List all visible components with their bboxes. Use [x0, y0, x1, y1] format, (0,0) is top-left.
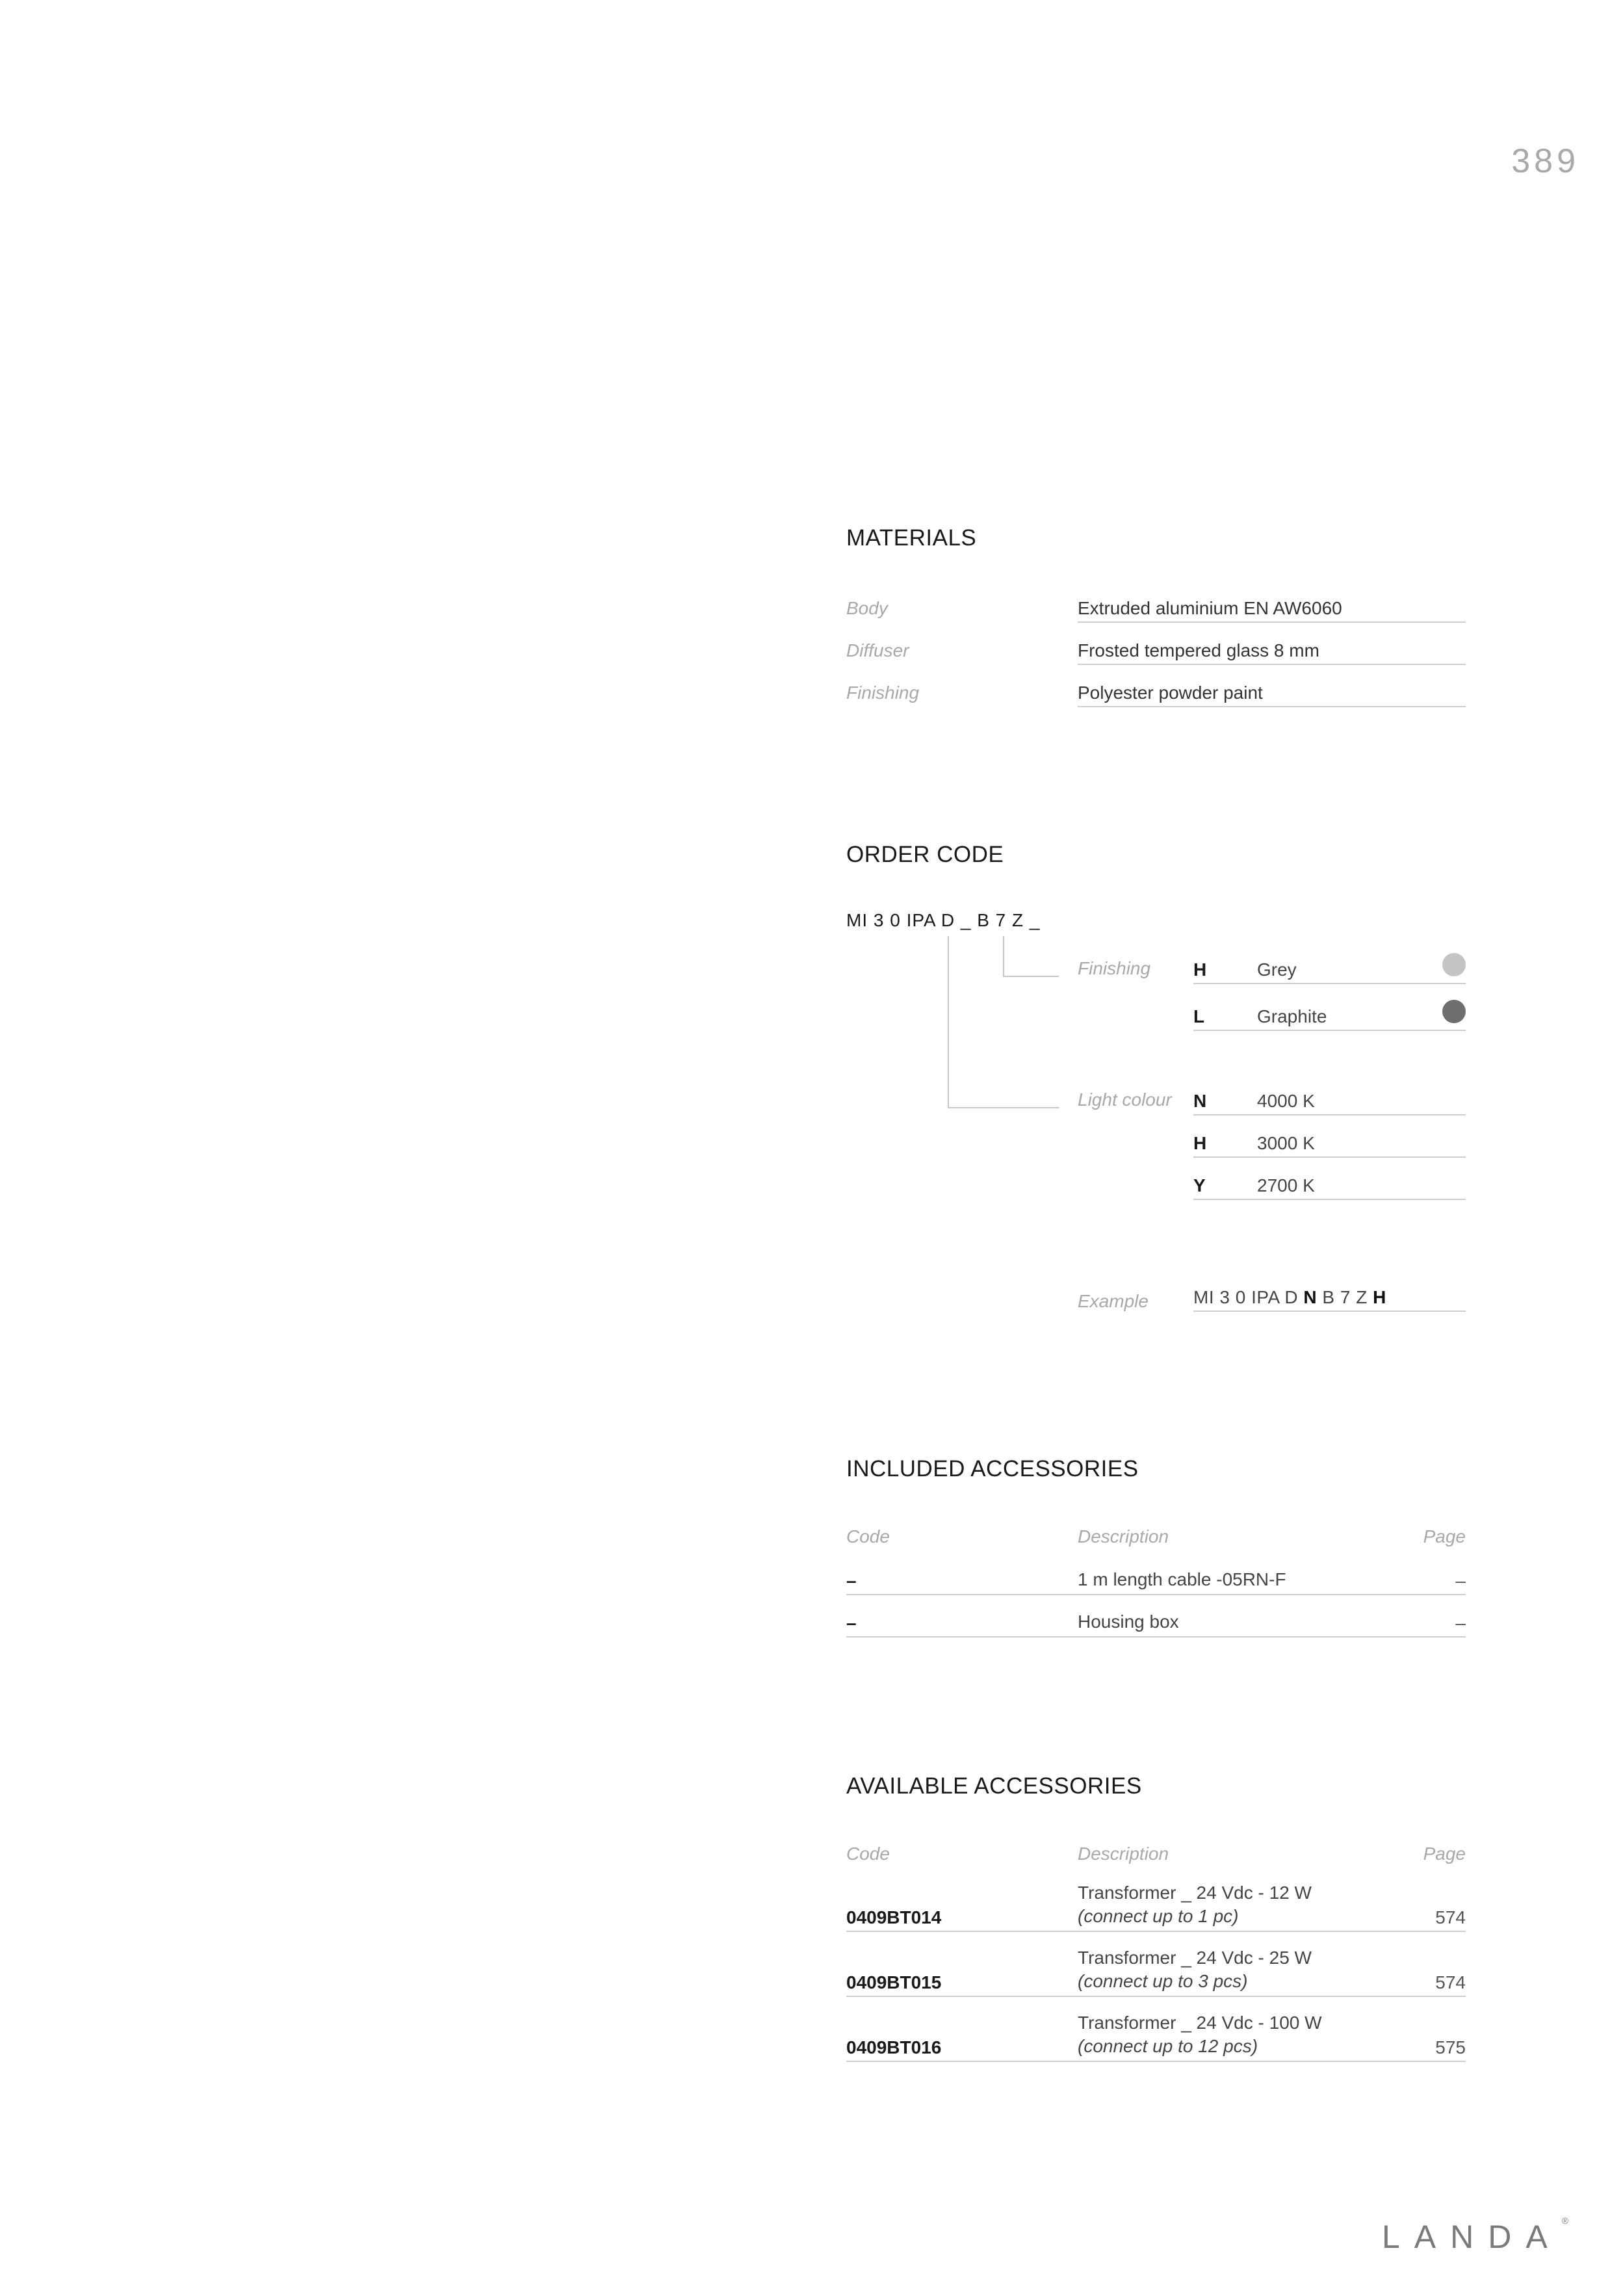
connector-line-finishing-h	[1003, 976, 1059, 977]
materials-label: Finishing	[846, 683, 920, 703]
materials-title: MATERIALS	[846, 525, 977, 551]
row-divider	[1078, 706, 1466, 707]
col-header-description: Description	[1078, 1526, 1169, 1546]
option-name: Graphite	[1257, 1006, 1327, 1026]
table-row	[846, 2009, 1466, 2062]
graphite-swatch-icon	[1442, 1000, 1466, 1023]
option-code: N	[1193, 1091, 1207, 1111]
table-row	[846, 1563, 1466, 1595]
row-divider	[846, 1594, 1466, 1595]
row-page: –	[1455, 1613, 1466, 1633]
grey-swatch-icon	[1442, 953, 1466, 976]
row-page: 575	[1435, 2037, 1466, 2057]
included-accessories-title: INCLUDED ACCESSORIES	[846, 1456, 1139, 1481]
col-header-page: Page	[1423, 1844, 1466, 1864]
finishing-option-grey	[1193, 953, 1466, 984]
order-code-string: MI 3 0 IPA D _ B 7 Z _	[846, 910, 1041, 930]
row-code: –	[846, 1571, 857, 1591]
row-description: Housing box	[1078, 1611, 1179, 1632]
finishing-label: Finishing	[1078, 958, 1151, 978]
connector-line-finishing-v	[1003, 936, 1004, 977]
example-label: Example	[1078, 1291, 1149, 1311]
option-code: H	[1193, 1133, 1207, 1153]
option-code: Y	[1193, 1175, 1206, 1195]
example-code: MI 3 0 IPA D N B 7 Z H	[1193, 1287, 1386, 1307]
materials-value: Polyester powder paint	[1078, 683, 1263, 703]
light-option-4000k	[1193, 1084, 1466, 1115]
row-divider	[846, 1996, 1466, 1997]
row-divider	[1193, 1114, 1466, 1115]
row-divider	[846, 1636, 1466, 1637]
table-row	[846, 1605, 1466, 1637]
page-number: 389	[1511, 142, 1579, 180]
light-option-3000k	[1193, 1127, 1466, 1158]
option-name: Grey	[1257, 959, 1297, 980]
order-code-title: ORDER CODE	[846, 842, 1004, 867]
row-divider	[1193, 1156, 1466, 1158]
row-divider	[1193, 983, 1466, 984]
option-name: 4000 K	[1257, 1091, 1315, 1111]
col-header-code: Code	[846, 1526, 890, 1546]
row-description: 1 m length cable -05RN-F	[1078, 1569, 1286, 1589]
row-divider	[1193, 1030, 1466, 1031]
row-code: 0409BT016	[846, 2037, 942, 2057]
table-row	[846, 1944, 1466, 1997]
row-divider	[1078, 621, 1466, 623]
row-divider	[846, 2061, 1466, 2062]
option-name: 3000 K	[1257, 1133, 1315, 1153]
col-header-description: Description	[1078, 1844, 1169, 1864]
connector-line-light-h	[948, 1107, 1059, 1108]
materials-value: Frosted tempered glass 8 mm	[1078, 640, 1319, 660]
row-page: –	[1455, 1571, 1466, 1591]
row-code: 0409BT014	[846, 1907, 942, 1927]
row-page: 574	[1435, 1907, 1466, 1927]
row-description: Transformer _ 24 Vdc - 100 W (connect up to 12 pcs)	[1078, 2013, 1322, 2056]
option-code: L	[1193, 1006, 1205, 1026]
row-description: Transformer _ 24 Vdc - 12 W (connect up to 1 pc)	[1078, 1883, 1312, 1926]
row-code: 0409BT015	[846, 1972, 942, 1992]
row-divider	[1193, 1311, 1466, 1312]
row-divider	[1193, 1199, 1466, 1200]
option-code: H	[1193, 959, 1207, 980]
light-colour-label: Light colour	[1078, 1089, 1172, 1110]
row-page: 574	[1435, 1972, 1466, 1992]
col-header-page: Page	[1423, 1526, 1466, 1546]
materials-label: Diffuser	[846, 640, 909, 660]
available-accessories-title: AVAILABLE ACCESSORIES	[846, 1773, 1142, 1799]
table-row	[846, 1879, 1466, 1932]
materials-row-finishing	[846, 675, 1466, 707]
row-divider	[846, 1931, 1466, 1932]
row-divider	[1078, 664, 1466, 665]
option-name: 2700 K	[1257, 1175, 1315, 1195]
row-code: –	[846, 1613, 857, 1633]
materials-row-diffuser	[846, 633, 1466, 665]
connector-line-light-v	[948, 936, 949, 1108]
materials-label: Body	[846, 598, 888, 618]
finishing-option-graphite	[1193, 1000, 1466, 1031]
materials-value: Extruded aluminium EN AW6060	[1078, 598, 1342, 618]
landa-logo: LANDA®	[1382, 2215, 1569, 2255]
row-description: Transformer _ 24 Vdc - 25 W (connect up to 3 pcs)	[1078, 1948, 1312, 1991]
light-option-2700k	[1193, 1169, 1466, 1200]
materials-row-body	[846, 590, 1466, 623]
example-code-row	[1193, 1281, 1466, 1312]
col-header-code: Code	[846, 1844, 890, 1864]
